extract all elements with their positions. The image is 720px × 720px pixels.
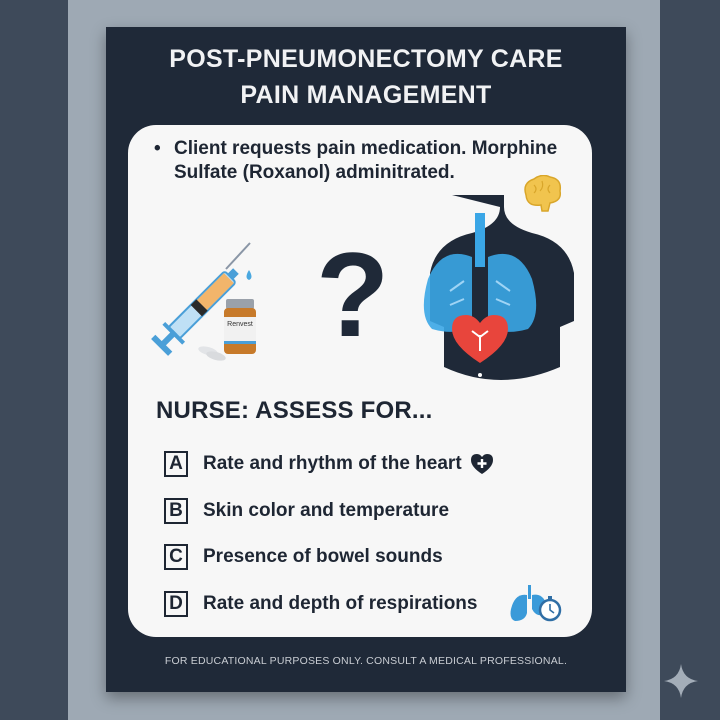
sparkle-icon [664, 664, 698, 698]
question-mark: ? [316, 228, 390, 362]
torso-lungs-heart-illustration [386, 195, 578, 385]
title-line-1: POST-PNEUMONECTOMY CARE [169, 45, 563, 73]
medicine-bottle-icon [194, 293, 264, 363]
background-left [0, 0, 68, 720]
option-letter-box: D [164, 591, 188, 617]
option-text: Presence of bowel sounds [203, 546, 443, 567]
option-letter-box: B [164, 498, 188, 524]
option-text: Skin color and temperature [203, 500, 450, 521]
heart-plus-icon [470, 453, 494, 475]
option-text: Rate and rhythm of the heart [203, 453, 462, 474]
option-letter-box: C [164, 544, 188, 570]
card-title [106, 41, 626, 113]
option-c[interactable] [164, 543, 443, 571]
option-a[interactable] [164, 450, 494, 478]
infographic-card [106, 27, 626, 692]
brain-icon [520, 175, 564, 215]
bullet-dot: • [154, 138, 161, 159]
assess-heading: NURSE: ASSESS FOR... [156, 397, 433, 424]
background-right [660, 0, 720, 720]
lungs-stopwatch-icon [510, 583, 564, 623]
bottle-label: Renvest [227, 321, 253, 328]
disclaimer-footer: FOR EDUCATIONAL PURPOSES ONLY. CONSULT A MEDICAL PROFESSIONAL. [164, 655, 568, 667]
content-panel [128, 125, 592, 637]
scenario-text: Client requests pain medication. Morphine Sulfate (Roxanol) adminitrated. [174, 138, 558, 183]
option-d[interactable] [164, 590, 477, 618]
title-line-2: PAIN MANAGEMENT [240, 81, 492, 109]
option-text: Rate and depth of respirations [203, 593, 478, 614]
option-letter-box: A [164, 451, 188, 477]
option-b[interactable] [164, 497, 449, 525]
